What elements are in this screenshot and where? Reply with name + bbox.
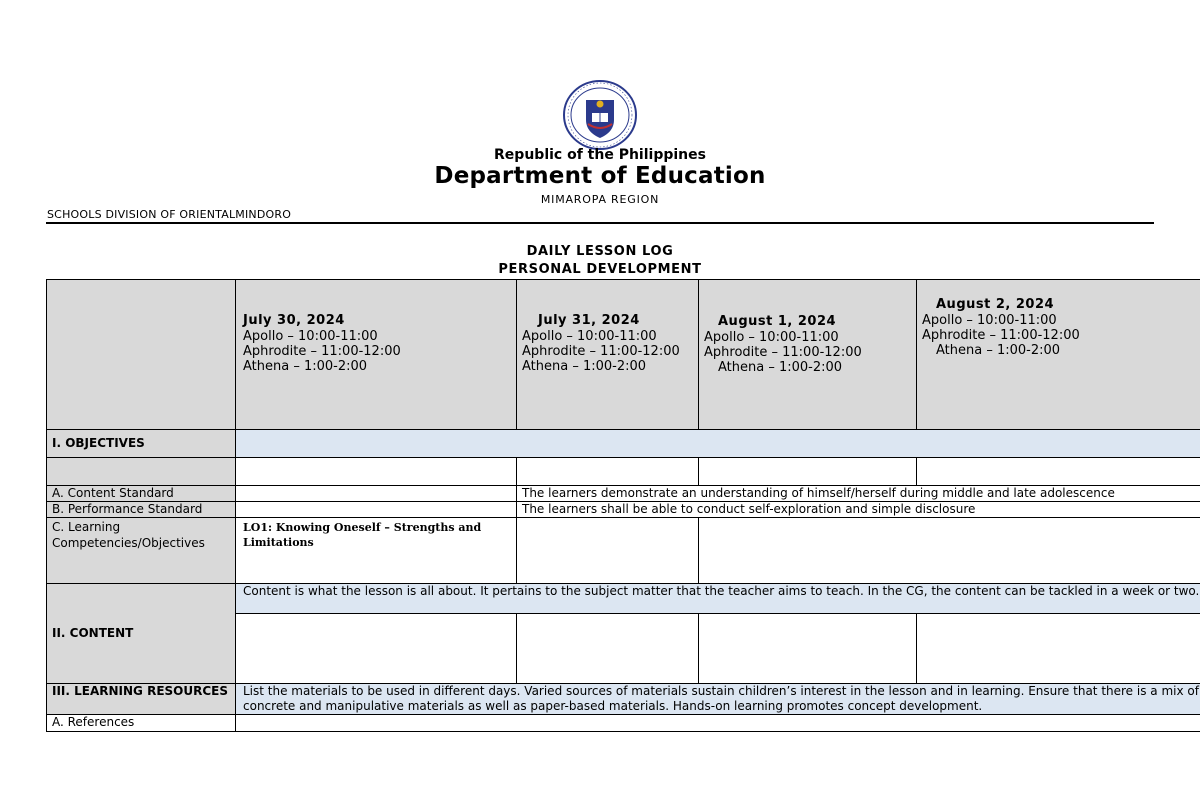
subject-title: PERSONAL DEVELOPMENT — [498, 262, 702, 277]
table-row — [47, 280, 1200, 430]
region-heading: MIMAROPA REGION — [540, 193, 660, 206]
table-row — [47, 502, 1200, 518]
objectives-label: I. OBJECTIVES — [47, 430, 236, 458]
day-date: July 31, 2024 — [538, 313, 640, 328]
content-standard-text: The learners demonstrate an understanding of himself/herself during middle and late adolescence — [517, 486, 1200, 502]
table-row — [47, 458, 1200, 486]
objectives-band — [236, 430, 1200, 458]
day-cell-1: July 30, 2024 Apollo – 10:00-11:00 Aphrodite – 11:00-12:00 Athena – 1:00-2:00 — [236, 280, 517, 430]
table-row — [47, 684, 1200, 715]
header-divider — [46, 222, 1154, 224]
content-label: II. CONTENT — [47, 584, 236, 684]
division-label: SCHOOLS DIVISION OF ORIENTALMINDORO — [47, 208, 292, 221]
blank-label-cell — [47, 458, 236, 486]
table-row — [47, 518, 1200, 584]
table-row — [47, 715, 1200, 732]
day-date: July 30, 2024 — [243, 313, 345, 328]
day-cell-4: August 2, 2024 Apollo – 10:00-11:00 Aphrodite – 11:00-12:00 Athena – 1:00-2:00 — [917, 280, 1200, 430]
resources-description: List the materials to be used in different days. Varied sources of materials sustain children’s interest in the lesson and in learning. Ensure that there is a mix of concrete and manipulative materials as well as paper-based materials. Hands-on learning promotes concept development. — [236, 684, 1200, 715]
performance-standard-text: The learners shall be able to conduct self-exploration and simple disclosure — [517, 502, 1200, 518]
table-row — [47, 584, 1200, 614]
day-cell-3: August 1, 2024 Apollo – 10:00-11:00 Aphrodite – 11:00-12:00 Athena – 1:00-2:00 — [699, 280, 917, 430]
corner-cell — [47, 280, 236, 430]
performance-standard-label: B. Performance Standard — [47, 502, 236, 518]
day-date: August 2, 2024 — [936, 297, 1055, 312]
deped-seal-icon — [562, 80, 638, 150]
day-cell-2: July 31, 2024 Apollo – 10:00-11:00 Aphrodite – 11:00-12:00 Athena – 1:00-2:00 — [517, 280, 699, 430]
department-heading: Department of Education — [434, 163, 766, 189]
content-description: Content is what the lesson is all about. It pertains to the subject matter that the teacher aims to teach. In the CG, the content can be tackled in a week or two. — [236, 584, 1200, 614]
table-row — [47, 430, 1200, 458]
resources-label: III. LEARNING RESOURCES — [47, 684, 236, 715]
competencies-label: C. Learning Competencies/Objectives — [47, 518, 236, 584]
competencies-lo: LO1: Knowing Oneself – Strengths and Limitations — [236, 518, 517, 584]
day-date: August 1, 2024 — [718, 314, 837, 329]
references-label: A. References — [47, 715, 236, 732]
document-title: DAILY LESSON LOG — [526, 244, 674, 259]
table-row — [47, 486, 1200, 502]
content-standard-label: A. Content Standard — [47, 486, 236, 502]
lesson-log-table — [46, 279, 1200, 732]
republic-heading: Republic of the Philippines — [494, 147, 706, 163]
